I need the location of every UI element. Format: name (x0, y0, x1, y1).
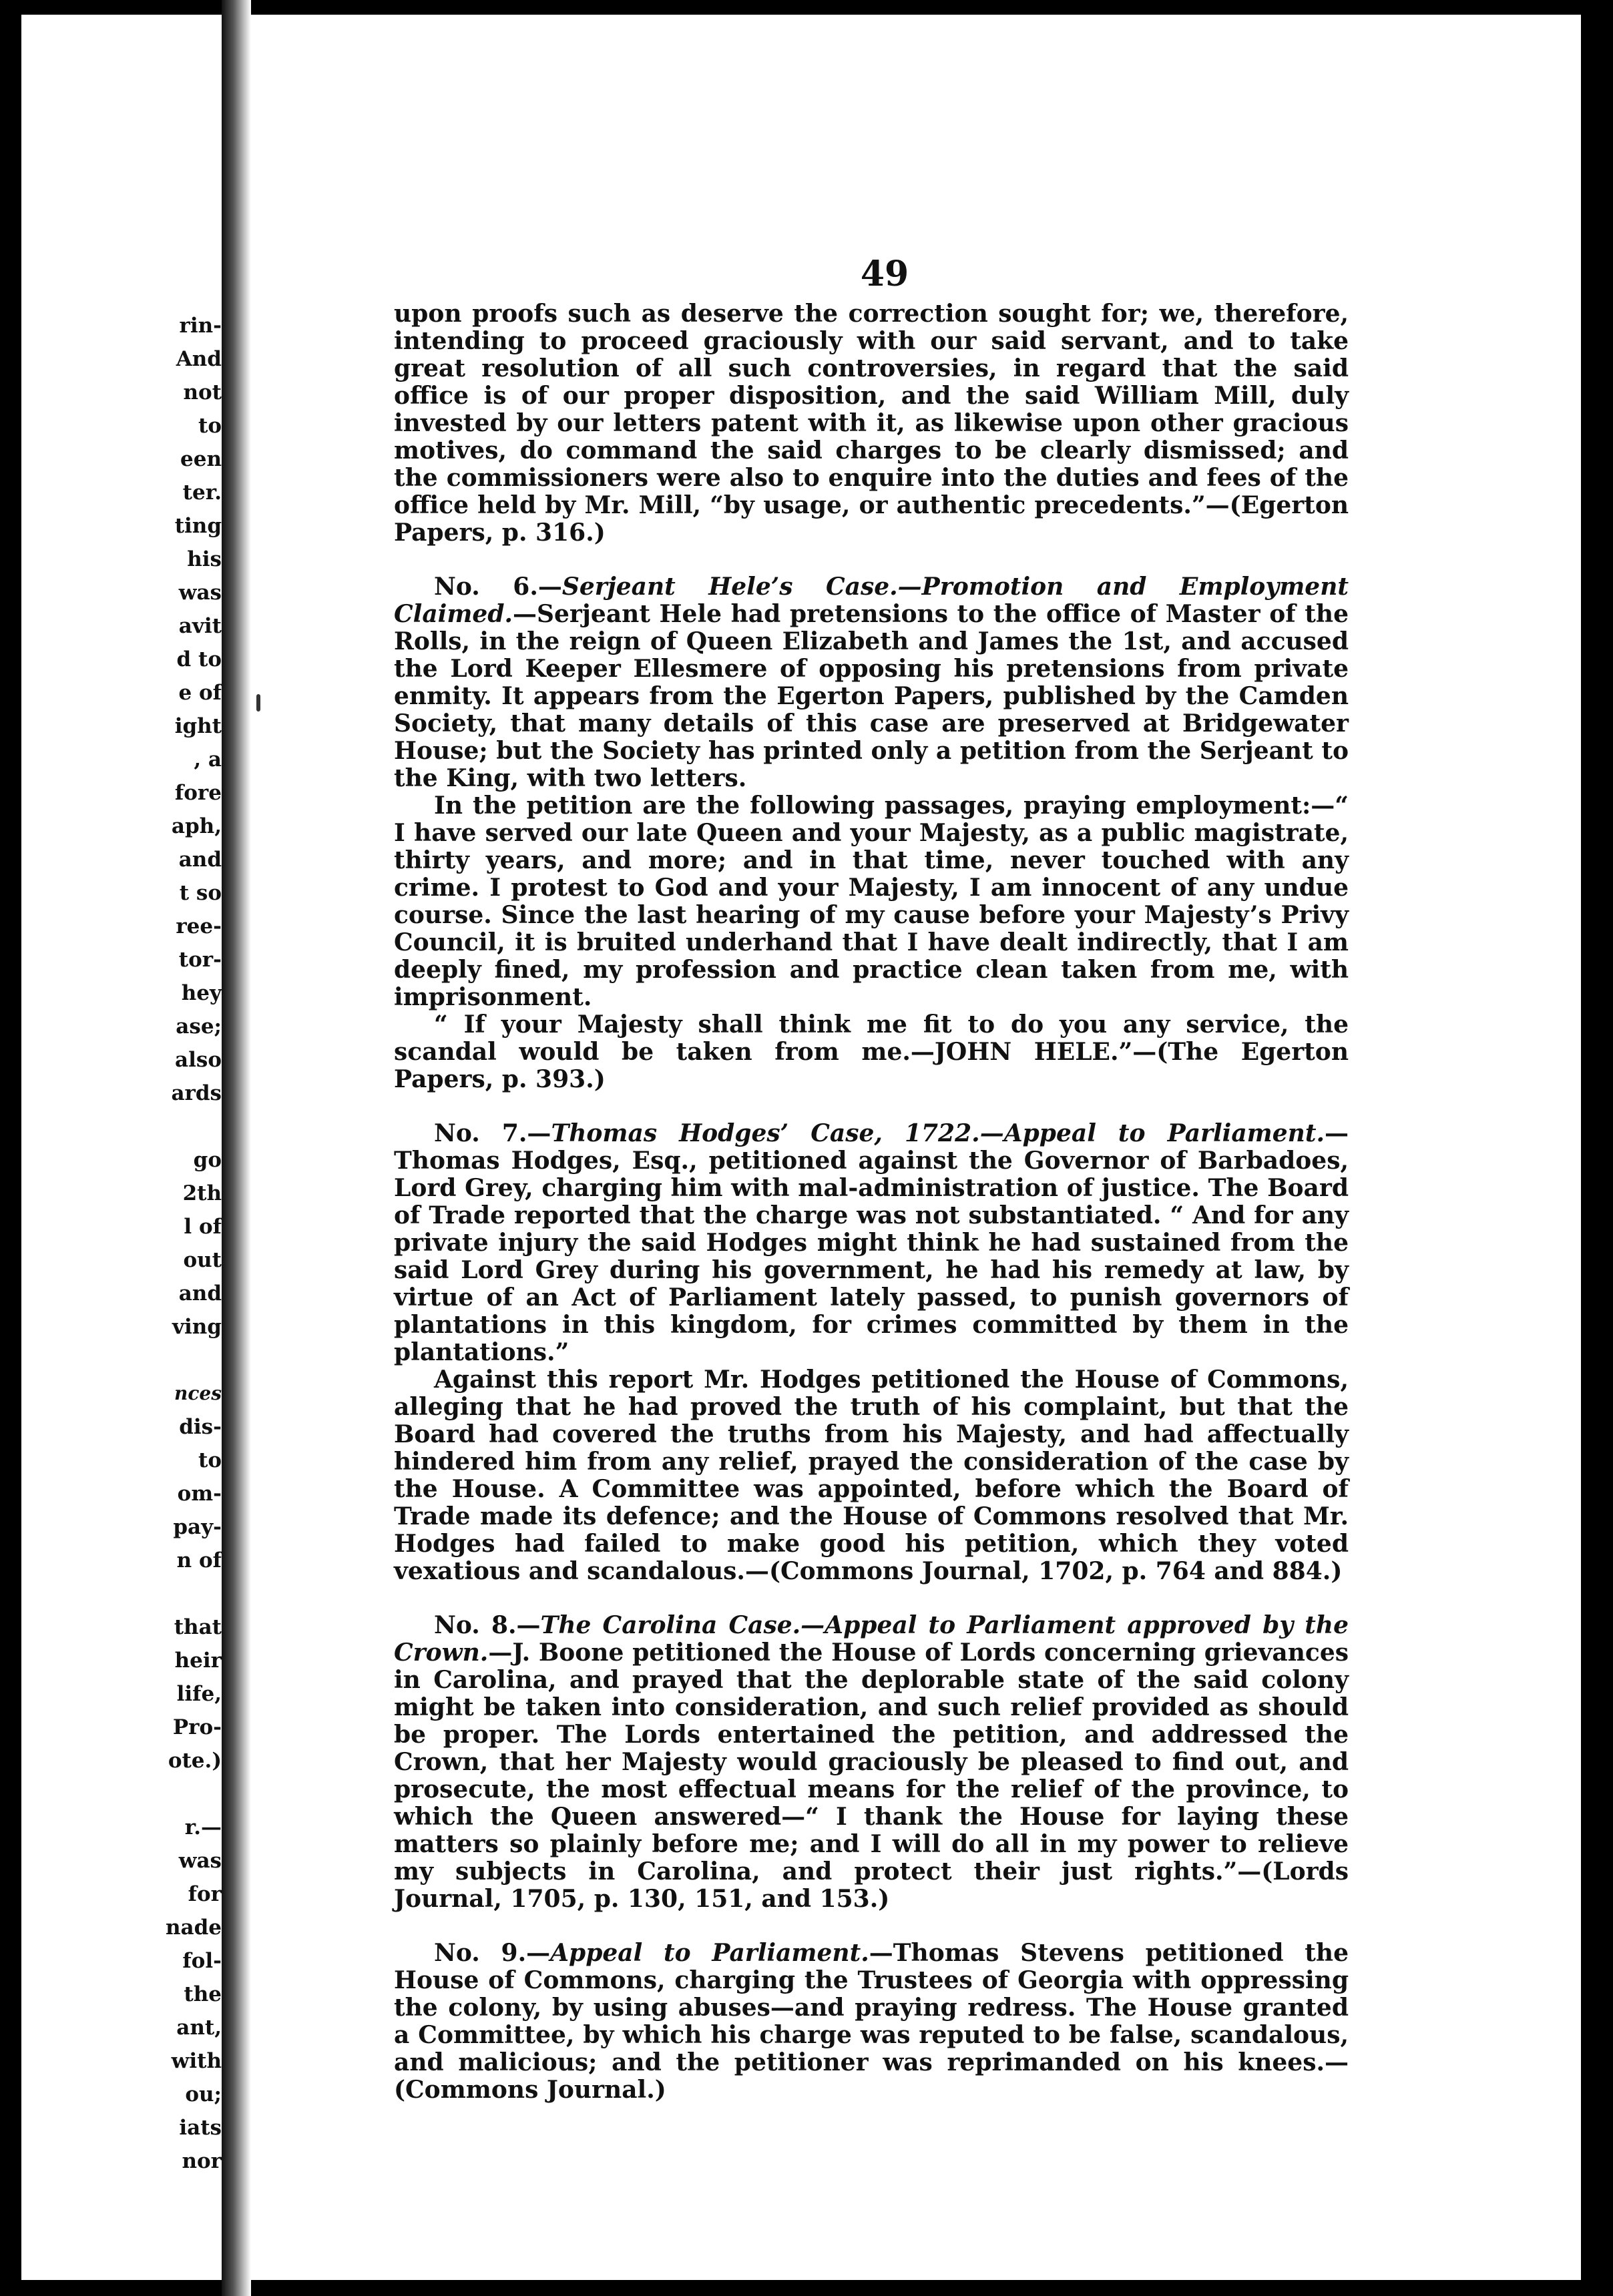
left-fragment-line: dis- (179, 1415, 222, 1439)
left-fragment-line: life, (176, 1682, 222, 1706)
left-fragment-line: ter. (182, 481, 222, 505)
left-fragment-line: ote.) (168, 1749, 222, 1773)
left-fragment-line: nor (182, 2149, 222, 2173)
left-fragment-line: rin- (179, 314, 222, 338)
paragraph-hele-case (394, 573, 1349, 792)
paragraph-text: —Thomas Hodges, Esq., petitioned against the Governor of Barbadoes, Lord Grey, charging him with mal-administration of justice. The Board of Trade reported that the charge was not substantiated. “ And for any private injury the said Hodges might think he had sustained from the said Lord Grey during his government, he had his remedy at law, by virtue of an Act of Parliament lately passed, to punish governors of plantations in this kingdom, for crimes committed by them in the plantations.” (394, 1119, 1349, 1366)
paragraph-egerton-continuation (394, 300, 1349, 547)
case-title: Thomas Hodges’ Case, 1722.—Appeal to Parliament. (551, 1119, 1325, 1147)
paragraph-text: —Thomas Stevens petitioned the House of Commons, charging the Trustees of Georgia with oppressing the colony, by using abuses—and praying redress. The House granted a Committee, by which his charge was reputed to be false, scandalous, and malicious; and the petitioner was reprimanded on his knees.—(Commons Journal.) (394, 1939, 1349, 2104)
paragraph-text: “ If your Majesty shall think me fit to do you any service, the scandal would be taken from me.—JOHN HELE.”—(The Egerton Papers, p. 393.) (394, 1011, 1349, 1093)
left-fragment-line: ase; (176, 1015, 222, 1039)
paragraph-text: —J. Boone petitioned the House of Lords concerning grievances in Carolina, and prayed that the deplorable state of the said colony might be taken into consideration, and such relief provided as should be proper. The Lords entertained the petition, and addressed the Crown, that her Majesty would graciously be pleased to find out, and prosecute, the most effectual means for the relief of the province, to which the Queen answered—“ I thank the House for laying these matters so plainly before me; and I will do all in my power to relieve my subjects in Carolina, and protect their just rights.”—(Lords Journal, 1705, p. 130, 151, and 153.) (394, 1639, 1349, 1913)
left-fragment-line: ving (172, 1315, 222, 1339)
left-fragment-line: to (198, 414, 222, 438)
left-fragment-line: ou; (185, 2082, 222, 2106)
paragraph-text: —Serjeant Hele had pretensions to the office of Master of the Rolls, in the reign of Queen Elizabeth and James the 1st, and accused the Lord Keeper Ellesmere of opposing his pretensions from private enmity. It appears from the Egerton Papers, published by the Camden Society, that many details of this case are preserved at Bridgewater House; but the Society has printed only a petition from the Serjeant to the King, with two letters. (394, 600, 1349, 792)
left-fragment-line: and (178, 848, 222, 872)
left-fragment-line: n of (176, 1548, 222, 1572)
left-fragment-line: And (176, 347, 222, 371)
left-fragment-line: Pro- (172, 1715, 222, 1739)
left-fragment-line: ting (174, 514, 222, 538)
left-fragment-line: fore (174, 781, 222, 805)
case-number: No. 8.— (434, 1611, 541, 1639)
left-fragment-line: with (171, 2049, 222, 2073)
paragraph-hele-petition (394, 792, 1349, 1011)
left-fragment-line: out (183, 1248, 222, 1272)
left-fragment-line: een (180, 447, 222, 471)
book-gutter (222, 0, 251, 2296)
left-fragment-line: pay- (173, 1515, 222, 1539)
paragraph-text: In the petition are the following passages, praying employment:—“ I have served our late Queen and your Majesty, as a public magistrate, thirty years, and more; and in that time, never touched with any crime. I protest to God and your Majesty, I am innocent of any undue course. Since the last hearing of my cause before your Majesty’s Privy Council, it is bruited underhand that I have dealt indirectly, that I am deeply fined, my profession and practice clean taken from me, with imprisonment. (394, 792, 1349, 1011)
left-fragment-line: ards (171, 1081, 222, 1105)
left-fragment-line: for (188, 1882, 222, 1906)
left-fragment-line: t so (179, 881, 222, 905)
left-fragment-line: tor- (178, 948, 222, 972)
gutter-mark (256, 694, 260, 711)
paragraph-text: Against this report Mr. Hodges petitioned the House of Commons, alleging that he had proved the truth of his complaint, but that the Board had covered the truths from his Majesty, and had affectually hindered him from any relief, prayed the consideration of the case by the House. A Committee was appointed, before which the Board of Trade made its defence; and the House of Commons resolved that Mr. Hodges had failed to make good his petition, which they voted vexatious and scandalous.—(Commons Journal, 1702, p. 764 and 884.) (394, 1366, 1349, 1585)
left-fragment-line: hey (181, 981, 222, 1005)
left-fragment-line: fol- (182, 1949, 222, 1973)
left-fragment-line: ight (174, 714, 222, 738)
left-fragment-line: aph, (171, 814, 222, 838)
left-fragment-line: ant, (176, 2016, 222, 2040)
left-fragment-line: r.— (184, 1815, 222, 1839)
left-fragment-line: e of (178, 681, 222, 705)
left-fragment-line: that (174, 1615, 222, 1639)
left-fragment-line: heir (174, 1649, 222, 1673)
left-fragment-line: , a (194, 748, 222, 772)
left-fragment-line: iats (179, 2116, 222, 2140)
left-fragment-line: was (178, 581, 222, 605)
left-fragment-line: also (175, 1048, 222, 1072)
left-fragment-line: ree- (176, 914, 222, 938)
paragraph-text: upon proofs such as deserve the correction sought for; we, therefore, intending to proceed graciously with our said servant, and to take great resolution of all such controversies, in regard that the said office is of our proper disposition, and the said William Mill, duly invested by our letters patent with it, as likewise upon other gracious motives, do command the said charges to be clearly dismissed; and the commissioners were also to enquire into the duties and fees of the office held by Mr. Mill, “by usage, or authentic precedents.”—(Egerton Papers, p. 316.) (394, 300, 1349, 547)
left-fragment-line: to (198, 1448, 222, 1472)
left-fragment-line: 2th (182, 1181, 222, 1205)
left-fragment-line: not (183, 380, 222, 404)
paragraph-hodges-case (394, 1120, 1349, 1366)
left-fragment-line: d to (176, 647, 222, 671)
paragraph-stevens-case (394, 1940, 1349, 2104)
left-fragment-line: and (178, 1281, 222, 1306)
left-fragment-line: his (187, 547, 222, 571)
case-title: The Carolina Case.—Appeal to Parliament approved by the Crown. (394, 1611, 1349, 1667)
scan-border-right (1581, 0, 1613, 2296)
case-number: No. 9.— (434, 1939, 551, 1967)
left-fragment-line: the (184, 1982, 222, 2006)
left-fragment-line: l of (184, 1215, 222, 1239)
left-page-fragment (0, 0, 222, 2296)
case-number: No. 7.— (434, 1119, 551, 1147)
paragraph-carolina-case (394, 1612, 1349, 1913)
left-fragment-line: was (178, 1849, 222, 1873)
left-fragment-line: nces (174, 1382, 222, 1404)
case-title: Appeal to Parliament. (550, 1939, 869, 1967)
paragraph-hodges-report (394, 1366, 1349, 1585)
left-fragment-line: nade (165, 1916, 222, 1940)
case-number: No. 6.— (434, 573, 562, 601)
left-fragment-line: om- (177, 1482, 222, 1506)
page-number: 49 (860, 254, 909, 294)
case-title: Serjeant Hele’s Case.—Promotion and Employment Claimed. (394, 573, 1349, 628)
left-fragment-line: go (193, 1148, 222, 1172)
page-body (394, 240, 1349, 2104)
paragraph-hele-quote (394, 1011, 1349, 1093)
left-fragment-line: avit (178, 614, 222, 638)
